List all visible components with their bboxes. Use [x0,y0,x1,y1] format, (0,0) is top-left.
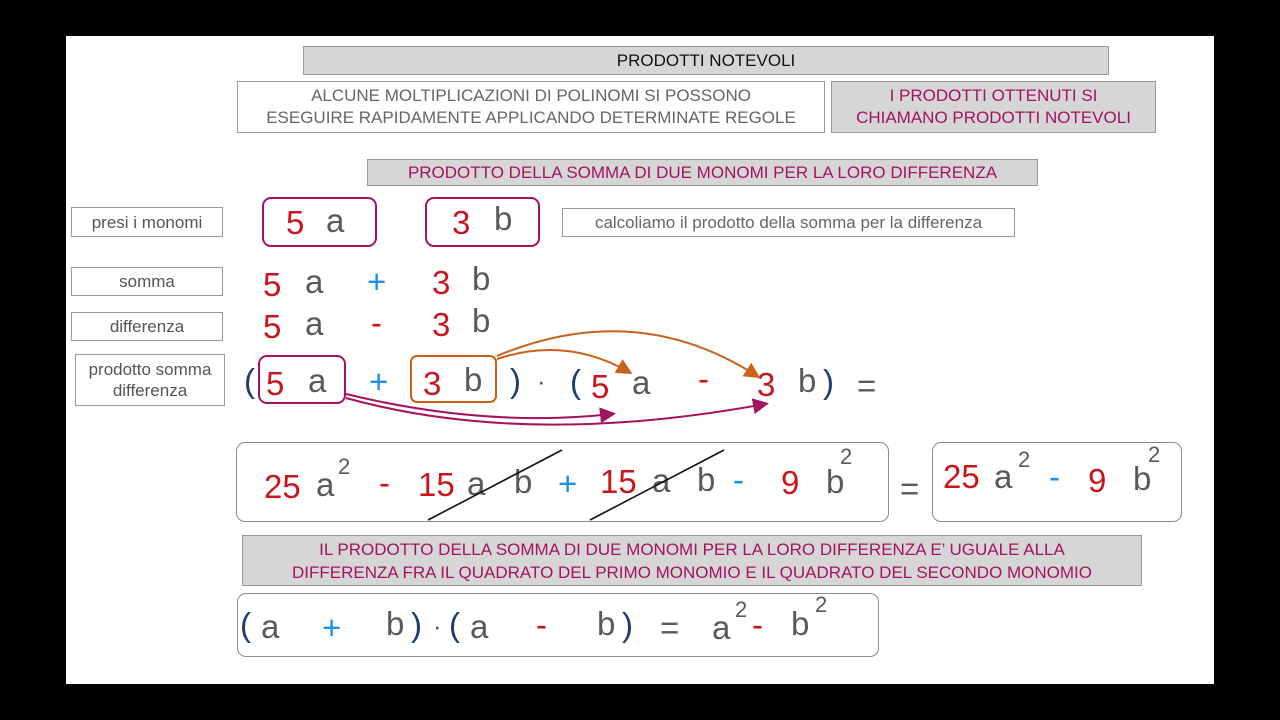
result-9-coefficient: 9 [1088,462,1107,499]
f-equals: = [660,609,680,646]
prod2-m1-variable: a [632,364,651,401]
f-plus: + [322,609,342,646]
diff-minus-operator: - [371,304,382,341]
strike-line-2 [590,450,724,520]
rule-line-2: DIFFERENZA FRA IL QUADRATO DEL PRIMO MONOMIO E IL QUADRATO DEL SECONDO MONOMIO [291,562,1093,582]
label-prodotto-line-2: differenza [112,381,188,400]
f-minus: - [536,606,547,643]
paren-close-1: ) [510,362,521,399]
f-paren-open-1: ( [240,606,251,643]
diff-m2-coefficient: 3 [432,306,451,343]
definition-line-2: CHIAMANO PRODOTTI NOTEVOLI [856,108,1131,127]
prod-m1-coefficient: 5 [266,365,285,402]
result-25-coefficient: 25 [943,458,980,495]
result-9-variable: b [1133,460,1152,497]
arrow-a-to-3b [346,398,765,425]
f-paren-open-2: ( [449,606,460,643]
f-paren-close-1: ) [411,606,422,643]
f-var-a-2: a [470,608,489,645]
sum-m1-variable: a [305,263,324,300]
intro-line-1: ALCUNE MOLTIPLICAZIONI DI POLINOMI SI POSSONO [311,86,751,105]
section-title-text: PRODOTTO DELLA SOMMA DI DUE MONOMI PER LA LORO DIFFERENZA [407,162,998,182]
term-25-coefficient: 25 [264,468,301,505]
m2-variable: b [494,200,513,237]
paren-open-1: ( [244,362,255,399]
prod-plus-operator: + [369,363,389,400]
prod-minus-operator: - [698,360,709,397]
prod2-m2-variable: b [798,362,817,399]
sum-m2-variable: b [472,260,491,297]
result-minus: - [1049,458,1060,495]
label-differenza-text: differenza [109,317,185,336]
result-25-variable: a [994,458,1013,495]
sum-plus-operator: + [367,263,387,300]
prod2-m2-coefficient: 3 [757,366,776,403]
intro-line-2: ESEGUIRE RAPIDAMENTE APPLICANDO DETERMINATE REGOLE [266,108,796,127]
arrow-b-to-3b [497,331,757,376]
term-9-variable: b [826,463,845,500]
page-title-text: PRODOTTI NOTEVOLI [616,50,796,70]
note-text: calcoliamo il prodotto della somma per la differenza [594,212,983,232]
rule-line-1: IL PRODOTTO DELLA SOMMA DI DUE MONOMI PER LA LORO DIFFERENZA E’ UGUALE ALLA [319,539,1065,559]
term-25-variable: a [316,466,335,503]
m1-variable: a [326,202,345,239]
diff-m2-variable: b [472,302,491,339]
arrow-a-to-5a [346,394,612,418]
term-9-exponent: 2 [840,444,853,469]
term-9-coefficient: 9 [781,464,800,501]
f-dot: · [433,611,442,641]
definition-line-1: I PRODOTTI OTTENUTI SI [889,86,1098,105]
f-var-b-2: b [597,605,616,642]
prod-multiply-dot: · [537,366,546,396]
f-paren-close-2: ) [622,606,633,643]
diff-m1-variable: a [305,305,324,342]
sum-m2-coefficient: 3 [432,264,451,301]
paren-close-2: ) [823,363,834,400]
exp-minus-2: - [733,461,744,498]
prod-equals: = [857,367,877,404]
exp-minus-1: - [379,464,390,501]
term-15-var-b-2: b [697,461,716,498]
f-result-a: a [712,609,731,646]
result-9-exponent: 2 [1148,442,1161,467]
f-result-b-exponent: 2 [815,592,828,617]
prod-m1-variable: a [308,362,327,399]
term-15-var-b-1: b [514,463,533,500]
term-15-var-a-1: a [467,465,486,502]
prod2-m1-coefficient: 5 [591,368,610,405]
term-25-exponent: 2 [338,454,351,479]
arrow-b-to-5a [497,350,629,372]
m1-coefficient: 5 [286,204,305,241]
paren-open-2: ( [570,363,581,400]
label-prodotto-line-1: prodotto somma [88,360,212,379]
annotation-overlay [66,36,1214,684]
f-result-a-exponent: 2 [735,597,748,622]
prod-m2-variable: b [464,361,483,398]
strike-line-1 [428,450,562,520]
f-var-a-1: a [261,608,280,645]
term-15-var-a-2: a [652,462,671,499]
result-equals: = [900,470,920,507]
label-somma-text: somma [119,272,175,291]
f-result-minus: - [752,606,763,643]
f-result-b: b [791,605,810,642]
prod-m2-coefficient: 3 [423,365,442,402]
sum-m1-coefficient: 5 [263,266,282,303]
m2-coefficient: 3 [452,204,471,241]
slide [66,36,1214,684]
exp-plus: + [558,465,578,502]
label-presi-text: presi i monomi [91,212,203,232]
term-15-coefficient-2: 15 [600,463,637,500]
diff-m1-coefficient: 5 [263,308,282,345]
result-25-exponent: 2 [1018,447,1031,472]
f-var-b-1: b [386,605,405,642]
term-15-coefficient-1: 15 [418,466,455,503]
